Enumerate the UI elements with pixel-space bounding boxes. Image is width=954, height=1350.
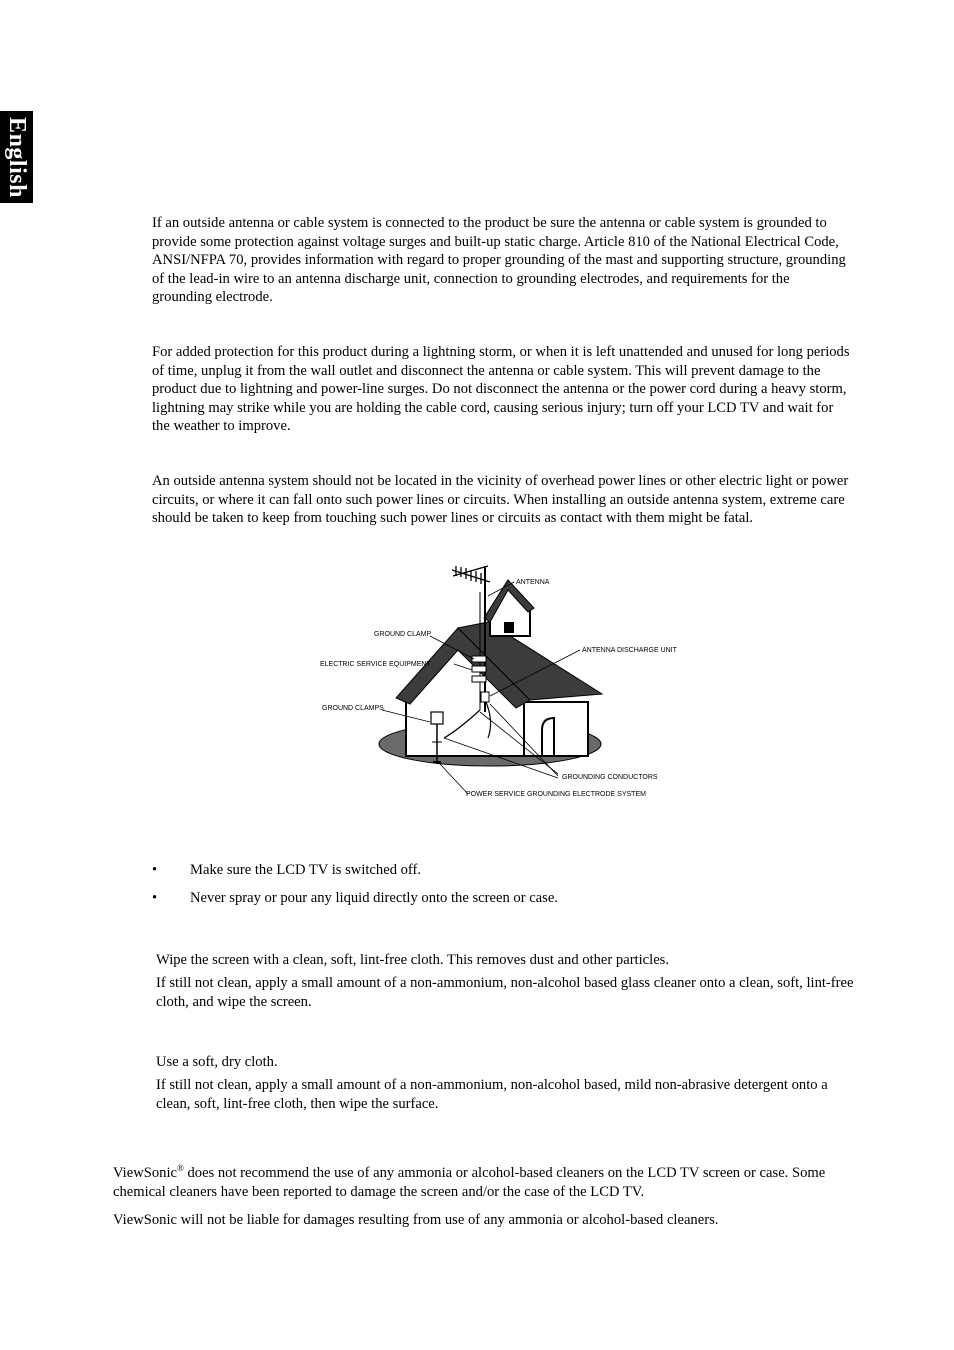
list-item	[152, 861, 852, 880]
label-antenna-discharge-unit: ANTENNA DISCHARGE UNIT	[582, 647, 677, 654]
bullet-text: Never spray or pour any liquid directly onto the screen or case.	[190, 890, 558, 906]
disclaimer-text-1: does not recommend the use of any ammonia or alcohol-based cleaners on the LCD TV screen or case. Some chemical cleaners have been reported to damage the screen and/or the case of the LCD TV.	[113, 1165, 826, 1200]
lightning-paragraph: For added protection for this product during a lightning storm, or when it is left unattended and unused for long periods of time, unplug it from the wall outlet and disconnect the antenna or cable system. This will prevent damage to the product due to lightning and power-line surges. Do not disconnect the antenna or the power cord during a heavy storm, lightning may strike while you are holding the cable cord, causing serious injury; turn off your LCD TV and wait for the weather to improve.	[152, 344, 850, 434]
language-tab-label: English	[4, 116, 31, 198]
disclaimer-paragraph-1	[113, 1164, 853, 1201]
bullet-icon: •	[152, 862, 158, 878]
bullet-icon: •	[152, 890, 158, 906]
label-antenna: ANTENNA	[516, 579, 550, 586]
disclaimer-paragraph-2: ViewSonic will not be liable for damages resulting from use of any ammonia or alcohol-based cleaners.	[113, 1212, 719, 1228]
screen-cleaning-step-2: If still not clean, apply a small amount of a non-ammonium, non-alcohol based glass cleaner onto a clean, soft, lint-free cloth, and wipe the screen.	[156, 975, 854, 1010]
label-grounding-conductors: GROUNDING CONDUCTORS	[562, 774, 658, 781]
power-lines-paragraph: An outside antenna system should not be located in the vicinity of overhead power lines or other electric light or power circuits, or where it can fall onto such power lines or circuits. When installing an outside antenna system, extreme care should be taken to keep from touching such power lines or circuits as contact with them might be fatal.	[152, 473, 849, 526]
bullet-text: Make sure the LCD TV is switched off.	[190, 862, 422, 878]
registered-mark: ®	[176, 1163, 184, 1174]
antenna-grounding-illustration	[318, 562, 680, 804]
label-electric-service-equipment: ELECTRIC SERVICE EQUIPMENT	[320, 661, 431, 668]
case-cleaning-step-1: Use a soft, dry cloth.	[156, 1054, 278, 1070]
grounding-paragraph: If an outside antenna or cable system is connected to the product be sure the antenna or cable system is grounded to provide some protection against voltage surges and built-up static charge. Article 810 of the National Electrical Code, ANSI/NFPA 70, provides information with regard to proper grounding of the mast and supporting structure, grounding of the lead-in wire to an antenna discharge unit, connection to grounding electrodes, and requirements for the grounding electrode.	[152, 215, 846, 305]
label-ground-clamp: GROUND CLAMP	[374, 631, 432, 638]
brand-name: ViewSonic	[113, 1165, 177, 1181]
language-tab	[0, 111, 33, 203]
label-power-service-grounding: POWER SERVICE GROUNDING ELECTRODE SYSTEM	[466, 791, 646, 798]
case-cleaning-step-2: If still not clean, apply a small amount of a non-ammonium, non-alcohol based, mild non-abrasive detergent onto a clean, soft, lint-free cloth, then wipe the surface.	[156, 1077, 828, 1112]
list-item	[152, 889, 852, 908]
screen-cleaning-step-1: Wipe the screen with a clean, soft, lint-free cloth. This removes dust and other particles.	[156, 952, 669, 968]
antenna-grounding-diagram	[318, 562, 680, 804]
label-ground-clamps: GROUND CLAMPS	[322, 705, 384, 712]
cleaning-precautions-list	[152, 861, 852, 917]
